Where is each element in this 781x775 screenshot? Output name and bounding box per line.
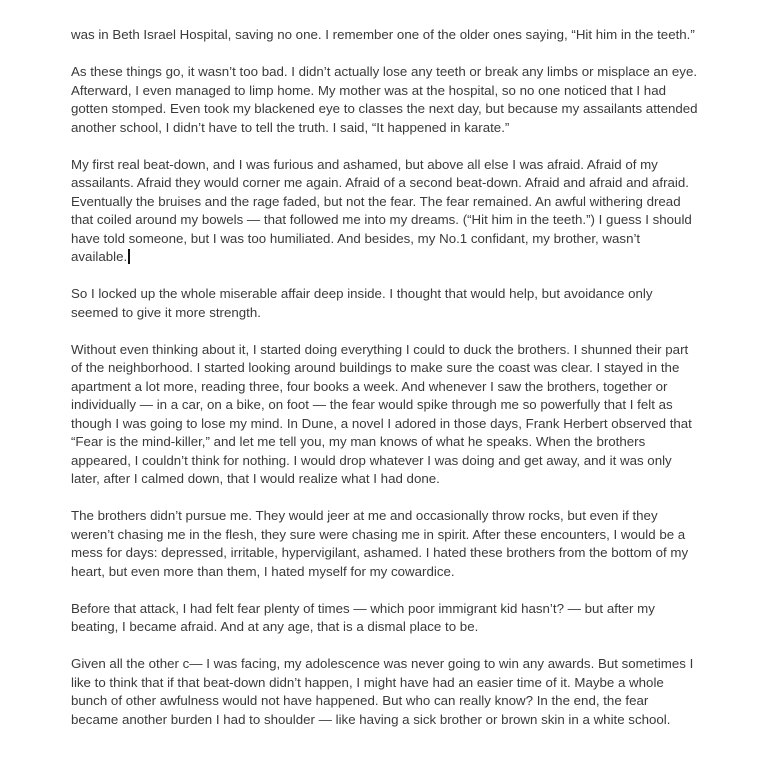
paragraph-5: Without even thinking about it, I started doing everything I could to duck the brothers. I shunned their part of the neighborhood. I started looking around buildings to make sure the coast was clear. I stayed in the apartment a lot more, reading three, four books a week. And whenever I saw the brothers, together or individually — in a car, on a bike, on foot — the fear would spike through me so powerfully that I felt as though I was going to lose my mind. In Dune, a novel I adored in those days, Frank Herbert observed that “Fear is the mind-killer,” and let me tell you, my man knows of what he speaks. When the brothers appeared, I couldn’t think for nothing. I would drop whatever I was doing and get away, and it was only later, after I calmed down, that I would realize what I had done. <box>71 341 692 486</box>
paragraph-2: As these things go, it wasn’t too bad. I didn’t actually lose any teeth or break any limbs or misplace an eye. Afterward, I even managed to limp home. My mother was at the hospital, so no one noticed that I had gotten stomped. Even took my blackened eye to classes the next day, but because my assailants attended another school, I didn’t have to tell the truth. I said, “It happened in karate.” <box>71 64 698 135</box>
paragraph-8: Given all the other c— I was facing, my adolescence was never going to win any awards. But sometimes I like to think that if that beat-down didn’t happen, I might have had an easier time of it. Maybe a whole bunch of other awfulness would not have happened. But who can really know? In the end, the fear became another burden I had to shoulder — like having a sick brother or brown skin in a white school. <box>71 656 694 727</box>
paragraph-1: was in Beth Israel Hospital, saving no one. I remember one of the older ones saying, “Hit him in the teeth.” <box>71 27 695 42</box>
paragraph-7: Before that attack, I had felt fear plenty of times — which poor immigrant kid hasn’t? — but after my beating, I became afraid. And at any age, that is a dismal place to be. <box>71 600 655 634</box>
document-body[interactable] <box>71 26 699 748</box>
paragraph-3-text: My first real beat-down, and I was furious and ashamed, but above all else I was afraid. Afraid of my assailants. Afraid they would corner me again. Afraid of a second beat-down. Afraid and afraid and afraid. Eventually the bruises and the rage faded, but not the fear. The fear remained. An awful withering dread that coiled around my bowels — that followed me into my dreams. (“Hit him in the teeth.”) I guess I should have told someone, but I was too humiliated. And besides, my No.1 confidant, my brother, wasn’t available. <box>71 156 692 264</box>
text-cursor <box>128 249 130 264</box>
paragraph-6: The brothers didn’t pursue me. They would jeer at me and occasionally throw rocks, but even if they weren’t chasing me in the flesh, they sure were chasing me in spirit. After these encounters, I would be a mess for days: depressed, irritable, hypervigilant, ashamed. I hated these brothers from the bottom of my heart, but even more than them, I hated myself for my cowardice. <box>71 508 689 579</box>
paragraph-4: So I locked up the whole miserable affair deep inside. I thought that would help, but avoidance only seemed to give it more strength. <box>71 286 653 320</box>
paragraph-3 <box>71 156 699 267</box>
